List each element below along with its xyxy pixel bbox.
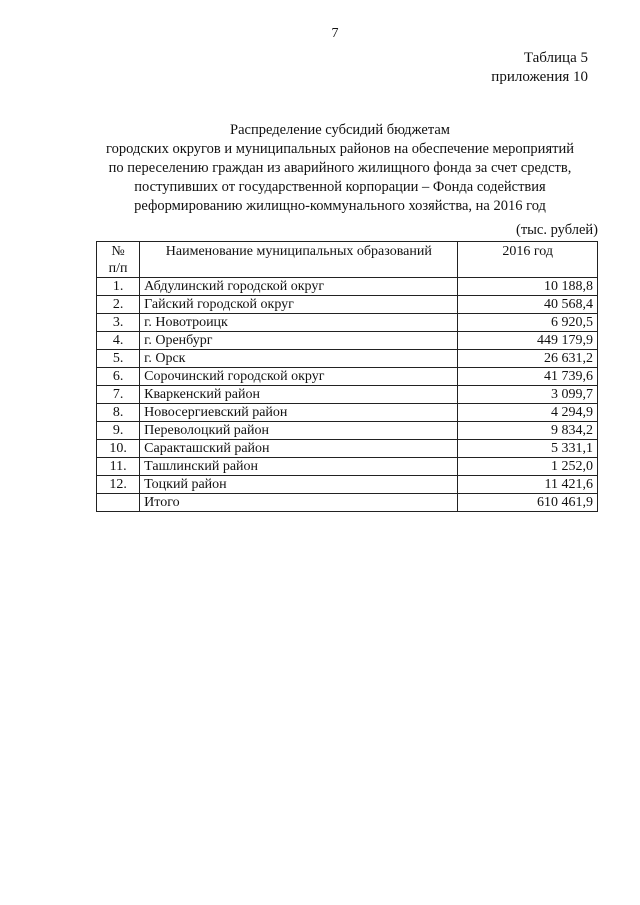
row-name: Абдулинский городской округ (140, 278, 458, 296)
table-row (97, 422, 598, 440)
heading-line: Распределение субсидий бюджетам (230, 122, 450, 138)
row-number: 5. (97, 350, 140, 368)
row-name: Сорочинский городской округ (140, 368, 458, 386)
row-name: г. Орск (140, 350, 458, 368)
table-row (97, 332, 598, 350)
row-name: Тоцкий район (140, 476, 458, 494)
table-row (97, 314, 598, 332)
row-name: Саракташский район (140, 440, 458, 458)
header-year: 2016 год (458, 242, 598, 278)
row-number: 12. (97, 476, 140, 494)
row-value: 5 331,1 (458, 440, 598, 458)
header-number-line: п/п (108, 261, 128, 276)
table-row (97, 278, 598, 296)
heading-line: реформированию жилищно-коммунального хозяйства, на 2016 год (134, 198, 546, 214)
row-value: 41 739,6 (458, 368, 598, 386)
total-row (97, 494, 598, 512)
row-value: 40 568,4 (458, 296, 598, 314)
header-number-line: № (111, 244, 125, 259)
page-number: 7 (331, 26, 339, 41)
total-value: 610 461,9 (458, 494, 598, 512)
subsidies-table (96, 241, 598, 512)
heading-line: поступивших от государственной корпорации – Фонда содействия (134, 179, 546, 195)
row-name: Ташлинский район (140, 458, 458, 476)
row-name: Переволоцкий район (140, 422, 458, 440)
table-header-row (97, 242, 598, 278)
row-number: 7. (97, 386, 140, 404)
table-row (97, 404, 598, 422)
row-number: 3. (97, 314, 140, 332)
row-value: 449 179,9 (458, 332, 598, 350)
row-value: 10 188,8 (458, 278, 598, 296)
row-value: 1 252,0 (458, 458, 598, 476)
table-row (97, 386, 598, 404)
table-row (97, 458, 598, 476)
row-name: Кваркенский район (140, 386, 458, 404)
table-row (97, 296, 598, 314)
header-name: Наименование муниципальных образований (140, 242, 458, 278)
total-number-cell (97, 494, 140, 512)
row-number: 8. (97, 404, 140, 422)
heading-line: городских округов и муниципальных районов на обеспечение мероприятий (106, 141, 574, 157)
row-value: 26 631,2 (458, 350, 598, 368)
row-name: Новосергиевский район (140, 404, 458, 422)
row-number: 4. (97, 332, 140, 350)
table-row (97, 440, 598, 458)
header-number (97, 242, 140, 278)
units-label: (тыс. рублей) (516, 222, 598, 238)
row-number: 10. (97, 440, 140, 458)
table-reference-line: приложения 10 (491, 69, 588, 85)
row-number: 11. (97, 458, 140, 476)
table-row (97, 368, 598, 386)
row-number: 2. (97, 296, 140, 314)
row-name: г. Оренбург (140, 332, 458, 350)
row-number: 6. (97, 368, 140, 386)
table-row (97, 476, 598, 494)
heading-line: по переселению граждан из аварийного жилищного фонда за счет средств, (108, 160, 572, 176)
row-name: Гайский городской округ (140, 296, 458, 314)
row-number: 9. (97, 422, 140, 440)
row-value: 11 421,6 (458, 476, 598, 494)
table-reference-line: Таблица 5 (523, 50, 588, 66)
row-value: 9 834,2 (458, 422, 598, 440)
row-value: 6 920,5 (458, 314, 598, 332)
total-label: Итого (140, 494, 458, 512)
document-heading (60, 121, 620, 216)
row-name: г. Новотроицк (140, 314, 458, 332)
row-value: 4 294,9 (458, 404, 598, 422)
row-number: 1. (97, 278, 140, 296)
table-row (97, 350, 598, 368)
row-value: 3 099,7 (458, 386, 598, 404)
table-reference (491, 49, 588, 87)
